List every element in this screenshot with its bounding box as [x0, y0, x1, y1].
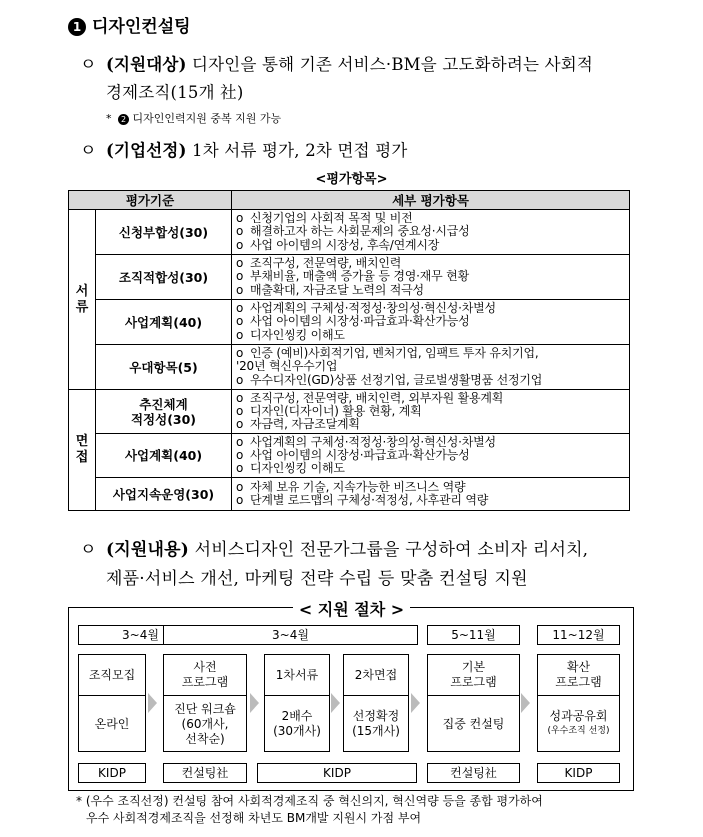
step-bottom-text: 집중 컨설팅: [442, 716, 505, 731]
list-item: o 사업 아이템의 시장성·파급효과·확산가능성: [236, 449, 625, 462]
step-bottom: [538, 696, 619, 752]
list-item: o 신청기업의 사회적 목적 및 비전: [236, 212, 625, 225]
period-box: 3~4월: [163, 625, 418, 645]
step-bottom-small: (우수조직 선정): [547, 726, 610, 736]
evaluation-table: [68, 190, 630, 511]
table-row: [69, 345, 630, 390]
step-bottom-text: 진단 워크숍 (60개사, 선착순): [174, 701, 236, 746]
items-cell: [232, 478, 630, 511]
items-cell: [232, 390, 630, 434]
period-box: 11~12월: [537, 625, 620, 645]
items-cell: [232, 345, 630, 390]
header-criteria: 평가기준: [69, 191, 232, 210]
target-label: (지원대상): [106, 55, 187, 74]
period-box: 3~4월: [78, 625, 203, 645]
content-line2: 제품·서비스 개선, 마케팅 전략 수립 등 맞춤 컨설팅 지원: [106, 569, 528, 589]
criterion-cell: 조직적합성(30): [96, 255, 232, 300]
number-badge: 1: [68, 18, 86, 36]
agency-box: 컨설팅社: [427, 763, 520, 783]
bullet-icon: ㅇ: [80, 141, 97, 161]
step-box: [163, 654, 247, 752]
step-top: 확산 프로그램: [538, 655, 619, 696]
header-details: 세부 평가항목: [232, 191, 630, 210]
step-box: [537, 654, 620, 752]
bullet-icon: ㅇ: [80, 540, 97, 560]
arrow-right-icon: [521, 693, 530, 713]
content-paragraph: [80, 536, 670, 594]
process-title: [0, 597, 703, 620]
note-text: 디자인인력지원 중복 지원 가능: [129, 112, 282, 125]
items-cell: [232, 210, 630, 255]
footnote-line1: * (우수 조직선정) 컨설팅 참여 사회적경제조직 중 혁신의지, 혁신역량 등을 종합 평가하여: [76, 794, 543, 808]
step-bottom-text: 온라인: [94, 716, 130, 731]
arrow-right-icon: [411, 693, 420, 713]
agency-box: 컨설팅社: [163, 763, 247, 783]
step-bottom: [344, 696, 408, 752]
step-bottom-text: 2배수 (30개사): [273, 709, 321, 738]
content-label: (지원내용): [106, 540, 189, 560]
criterion-cell: 사업계획(40): [96, 434, 232, 478]
note-mark: *: [106, 112, 112, 125]
list-item: o 사업계획의 구체성·적정성·창의성·혁신성·차별성: [236, 302, 625, 315]
circled-number-icon: 2: [118, 114, 129, 125]
step-bottom-text: 성과공유회: [549, 709, 608, 723]
criterion-cell: 신청부합성(30): [96, 210, 232, 255]
target-line1: 디자인을 통해 기존 서비스·BM을 고도화하려는 사회적: [186, 55, 594, 74]
step-top: 1차서류: [265, 655, 329, 696]
step-box: [264, 654, 330, 752]
list-item: o 사업 아이템의 시장성, 후속/연계시장: [236, 239, 625, 252]
list-item: o 단계별 로드맵의 구체성·적정성, 사후관리 역량: [236, 494, 625, 507]
footnote-line2: 우수 사회적경제조직을 선정해 차년도 BM개발 지원시 가점 부여: [86, 811, 422, 825]
group-cell: 면 접: [69, 390, 96, 511]
step-bottom-text: 선정확정 (15개사): [352, 709, 400, 738]
step-box: [343, 654, 409, 752]
list-item: o 사업 아이템의 시장성·파급효과·확산가능성: [236, 315, 625, 328]
list-item: o 매출확대, 자금조달 노력의 적극성: [236, 284, 625, 297]
criterion-cell: 우대항목(5): [96, 345, 232, 390]
step-top: 기본 프로그램: [428, 655, 519, 696]
items-cell: [232, 255, 630, 300]
list-item: o 사업계획의 구체성·적정성·창의성·혁신성·차별성: [236, 436, 625, 449]
list-item: o 조직구성, 전문역량, 배치인력: [236, 257, 625, 270]
selection-text: 1차 서류 평가, 2차 면접 평가: [186, 141, 408, 160]
selection-paragraph: [80, 137, 407, 165]
bullet-icon: ㅇ: [80, 55, 97, 75]
agency-box: KIDP: [78, 763, 146, 783]
section-title: [68, 12, 191, 37]
target-paragraph: [80, 51, 660, 106]
step-box: [427, 654, 520, 752]
target-note: [106, 110, 281, 126]
step-bottom: [428, 696, 519, 752]
step-top: 사전 프로그램: [164, 655, 246, 696]
table-row: [69, 390, 630, 434]
step-top: 조직모집: [79, 655, 145, 696]
table-row: [69, 434, 630, 478]
group-cell: 서 류: [69, 210, 96, 390]
arrow-right-icon: [148, 693, 157, 713]
table-caption: <평가항목>: [315, 172, 388, 187]
criterion-cell: 사업계획(40): [96, 300, 232, 345]
list-item: o 인증 (예비)사회적기업, 벤처기업, 임팩트 투자 유치기업, '20년 혁신우수기업: [236, 347, 625, 373]
step-bottom: [79, 696, 145, 752]
list-item: o 해결하고자 하는 사회문제의 중요성·시급성: [236, 225, 625, 238]
table-header-row: [69, 191, 630, 210]
step-top: 2차면접: [344, 655, 408, 696]
list-item: o 자금력, 자금조달계획: [236, 418, 625, 431]
criterion-cell: 사업지속운영(30): [96, 478, 232, 511]
table-row: [69, 300, 630, 345]
criterion-cell: 추진체계 적정성(30): [96, 390, 232, 434]
agency-box: KIDP: [537, 763, 620, 783]
step-bottom: [265, 696, 329, 752]
list-item: o 우수디자인(GD)상품 선정기업, 글로벌생활명품 선정기업: [236, 374, 625, 387]
section-title-text: 디자인컨설팅: [92, 17, 191, 37]
arrow-right-icon: [331, 693, 340, 713]
list-item: o 자체 보유 기술, 지속가능한 비즈니스 역량: [236, 481, 625, 494]
table-row: [69, 255, 630, 300]
content-line1: 서비스디자인 전문가그룹을 구성하여 소비자 리서치,: [188, 540, 589, 560]
items-cell: [232, 300, 630, 345]
selection-label: (기업선정): [106, 141, 187, 160]
arrow-right-icon: [250, 693, 259, 713]
list-item: o 디자인씽킹 이해도: [236, 329, 625, 342]
items-cell: [232, 434, 630, 478]
table-row: [69, 210, 630, 255]
step-bottom: [164, 696, 246, 752]
footnote: [76, 793, 543, 827]
list-item: o 조직구성, 전문역량, 배치인력, 외부자원 활용계획: [236, 392, 625, 405]
list-item: o 부채비율, 매출액 증가율 등 경영·재무 현황: [236, 270, 625, 283]
step-box: [78, 654, 146, 752]
target-line2: 경제조직(15개 社): [106, 83, 244, 102]
period-box: 5~11월: [427, 625, 520, 645]
table-row: [69, 478, 630, 511]
list-item: o 디자인씽킹 이해도: [236, 462, 625, 475]
agency-box: KIDP: [257, 763, 417, 783]
list-item: o 디자인(디자이너) 활용 현황, 계획: [236, 405, 625, 418]
process-title-text: < 지원 절차 >: [293, 600, 410, 619]
